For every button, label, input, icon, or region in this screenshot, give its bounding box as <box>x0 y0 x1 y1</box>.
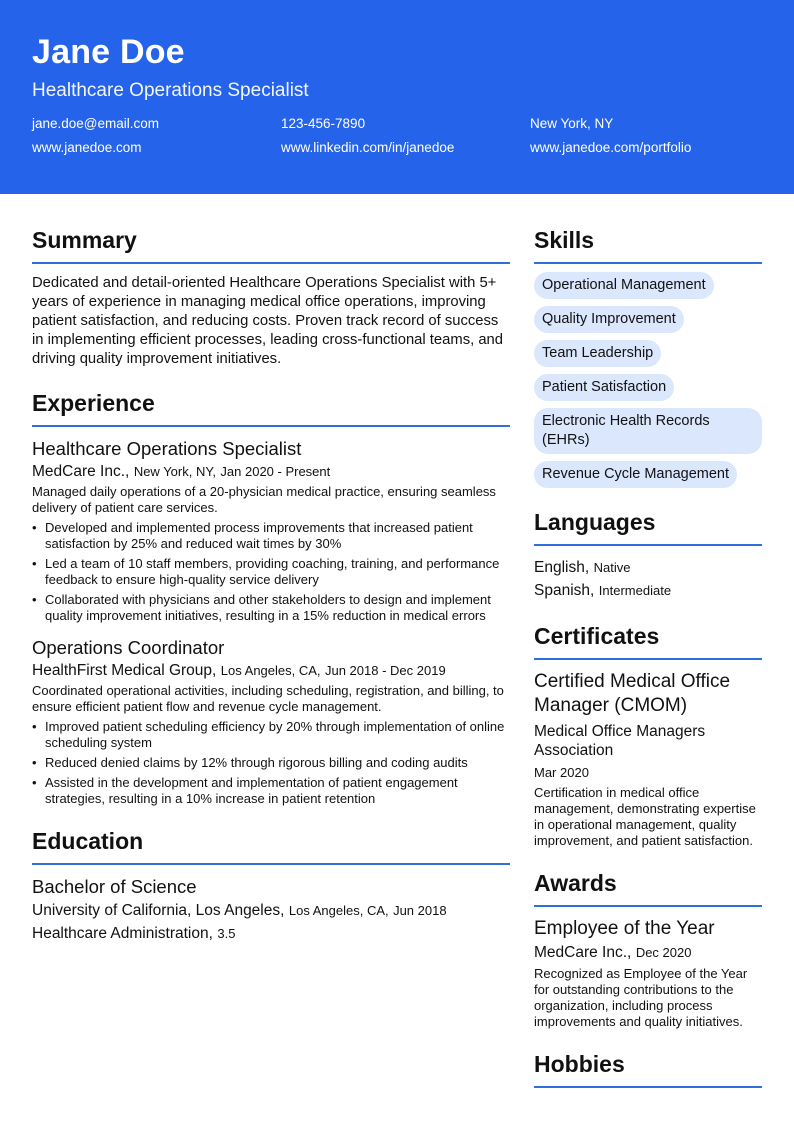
language-item <box>534 579 762 602</box>
education-heading: Education <box>32 828 144 854</box>
job-bullet: • Assisted in the development and implementation of patient engagement strategies, resulting in a 10% increase in patient retention <box>32 775 510 807</box>
contact-email[interactable]: jane.doe@email.com <box>32 116 160 131</box>
job-meta <box>32 462 510 482</box>
candidate-name: Jane Doe <box>32 33 185 71</box>
education-section <box>32 827 510 945</box>
award-date: Dec 2020 <box>635 945 692 960</box>
job-bullet: • Led a team of 10 staff members, providing coaching, training, and performance feedback to ensure high-quality service delivery <box>32 556 510 588</box>
skills-section <box>534 226 762 488</box>
job-entry <box>32 437 510 624</box>
job-location: Los Angeles, CA, <box>220 663 321 678</box>
resume-header <box>0 0 794 194</box>
section-divider <box>534 1086 762 1088</box>
job-description: Coordinated operational activities, including scheduling, registration, and billing, to ensure efficient patient flow and revenue cycle management. <box>32 683 504 714</box>
job-bullet: • Collaborated with physicians and other stakeholders to design and implement quality improvement initiatives, resulting in a 15% reduction in medical errors <box>32 592 510 624</box>
skills-list <box>534 272 762 488</box>
job-description: Managed daily operations of a 20-physician medical practice, ensuring seamless delivery of patient care services. <box>32 484 496 515</box>
contact-portfolio[interactable]: www.janedoe.com/portfolio <box>530 140 692 155</box>
education-gpa: 3.5 <box>217 926 236 941</box>
education-date: Jun 2018 <box>393 903 447 918</box>
experience-heading: Experience <box>32 390 155 416</box>
job-dates: Jun 2018 - Dec 2019 <box>324 663 446 678</box>
summary-heading: Summary <box>32 227 137 253</box>
section-divider <box>534 658 762 660</box>
job-title: Operations Coordinator <box>32 637 225 658</box>
job-bullet: • Improved patient scheduling efficiency by 20% through implementation of online scheduling system <box>32 719 510 751</box>
job-company: MedCare Inc., <box>32 463 130 480</box>
skill-chip: Patient Satisfaction <box>534 374 674 401</box>
section-divider <box>32 262 510 264</box>
education-degree: Bachelor of Science <box>32 876 197 897</box>
contact-website[interactable]: www.janedoe.com <box>32 140 142 155</box>
contact-linkedin[interactable]: www.linkedin.com/in/janedoe <box>281 140 455 155</box>
summary-text: Dedicated and detail-oriented Healthcare Operations Specialist with 5+ years of experience in managing medical office operations, improving patient satisfaction, and reducing costs. Proven track record of success in implementing efficient processes, leading cross-functional teams, and driving quality improvement initiatives. <box>32 275 504 367</box>
hobbies-section <box>534 1050 762 1088</box>
award-org: MedCare Inc., <box>534 944 632 961</box>
skill-chip: Team Leadership <box>534 340 661 367</box>
certificates-heading: Certificates <box>534 623 660 649</box>
section-divider <box>534 262 762 264</box>
job-entry <box>32 636 510 807</box>
education-field-line <box>32 922 510 945</box>
certificate-date: Mar 2020 <box>534 765 589 780</box>
skill-chip: Quality Improvement <box>534 306 684 333</box>
education-location: Los Angeles, CA, <box>288 903 389 918</box>
section-divider <box>534 544 762 546</box>
language-level: Intermediate <box>598 583 672 598</box>
job-meta <box>32 661 510 681</box>
certificate-name: Certified Medical Office Manager (CMOM) <box>534 671 731 716</box>
award-meta <box>534 941 762 964</box>
skill-chip: Electronic Health Records (EHRs) <box>534 408 762 454</box>
language-item <box>534 556 762 579</box>
skill-chip: Operational Management <box>534 272 714 299</box>
section-divider <box>32 425 510 427</box>
award-description: Recognized as Employee of the Year for outstanding contributions to the organization, including process improvements and quality initiatives. <box>534 966 748 1029</box>
summary-section <box>32 226 510 369</box>
job-dates: Jan 2020 - Present <box>220 464 331 479</box>
award-name: Employee of the Year <box>534 918 715 939</box>
skill-chip: Revenue Cycle Management <box>534 461 737 488</box>
languages-section <box>534 508 762 602</box>
experience-section <box>32 389 510 807</box>
skills-heading: Skills <box>534 227 595 253</box>
job-bullets <box>32 719 510 807</box>
job-location: New York, NY, <box>133 464 216 479</box>
side-column <box>534 226 762 1108</box>
section-divider <box>32 863 510 865</box>
job-bullets <box>32 520 510 624</box>
job-bullet: • Developed and implemented process improvements that increased patient satisfaction by 25% and reduced wait times by 30% <box>32 520 510 552</box>
job-bullet: • Reduced denied claims by 12% through rigorous billing and coding audits <box>32 755 510 771</box>
language-name: Spanish, <box>534 582 595 599</box>
languages-heading: Languages <box>534 509 656 535</box>
language-name: English, <box>534 559 590 576</box>
awards-section <box>534 869 762 1030</box>
certificates-section <box>534 622 762 849</box>
candidate-role: Healthcare Operations Specialist <box>32 80 309 101</box>
education-school-line <box>32 899 510 922</box>
contact-phone[interactable]: 123-456-7890 <box>281 116 366 131</box>
education-field: Healthcare Administration, <box>32 925 213 942</box>
section-divider <box>534 905 762 907</box>
education-school: University of California, Los Angeles, <box>32 902 285 919</box>
certificate-description: Certification in medical office management, demonstrating expertise in operational management, quality improvement, and patient satisfaction. <box>534 785 756 848</box>
job-title: Healthcare Operations Specialist <box>32 438 302 459</box>
main-column <box>32 226 510 965</box>
language-level: Native <box>593 560 631 575</box>
contact-location: New York, NY <box>530 116 614 131</box>
contact-grid <box>32 115 762 157</box>
hobbies-heading: Hobbies <box>534 1051 625 1077</box>
awards-heading: Awards <box>534 870 617 896</box>
certificate-org: Medical Office Managers Association <box>534 723 706 759</box>
job-company: HealthFirst Medical Group, <box>32 662 217 679</box>
